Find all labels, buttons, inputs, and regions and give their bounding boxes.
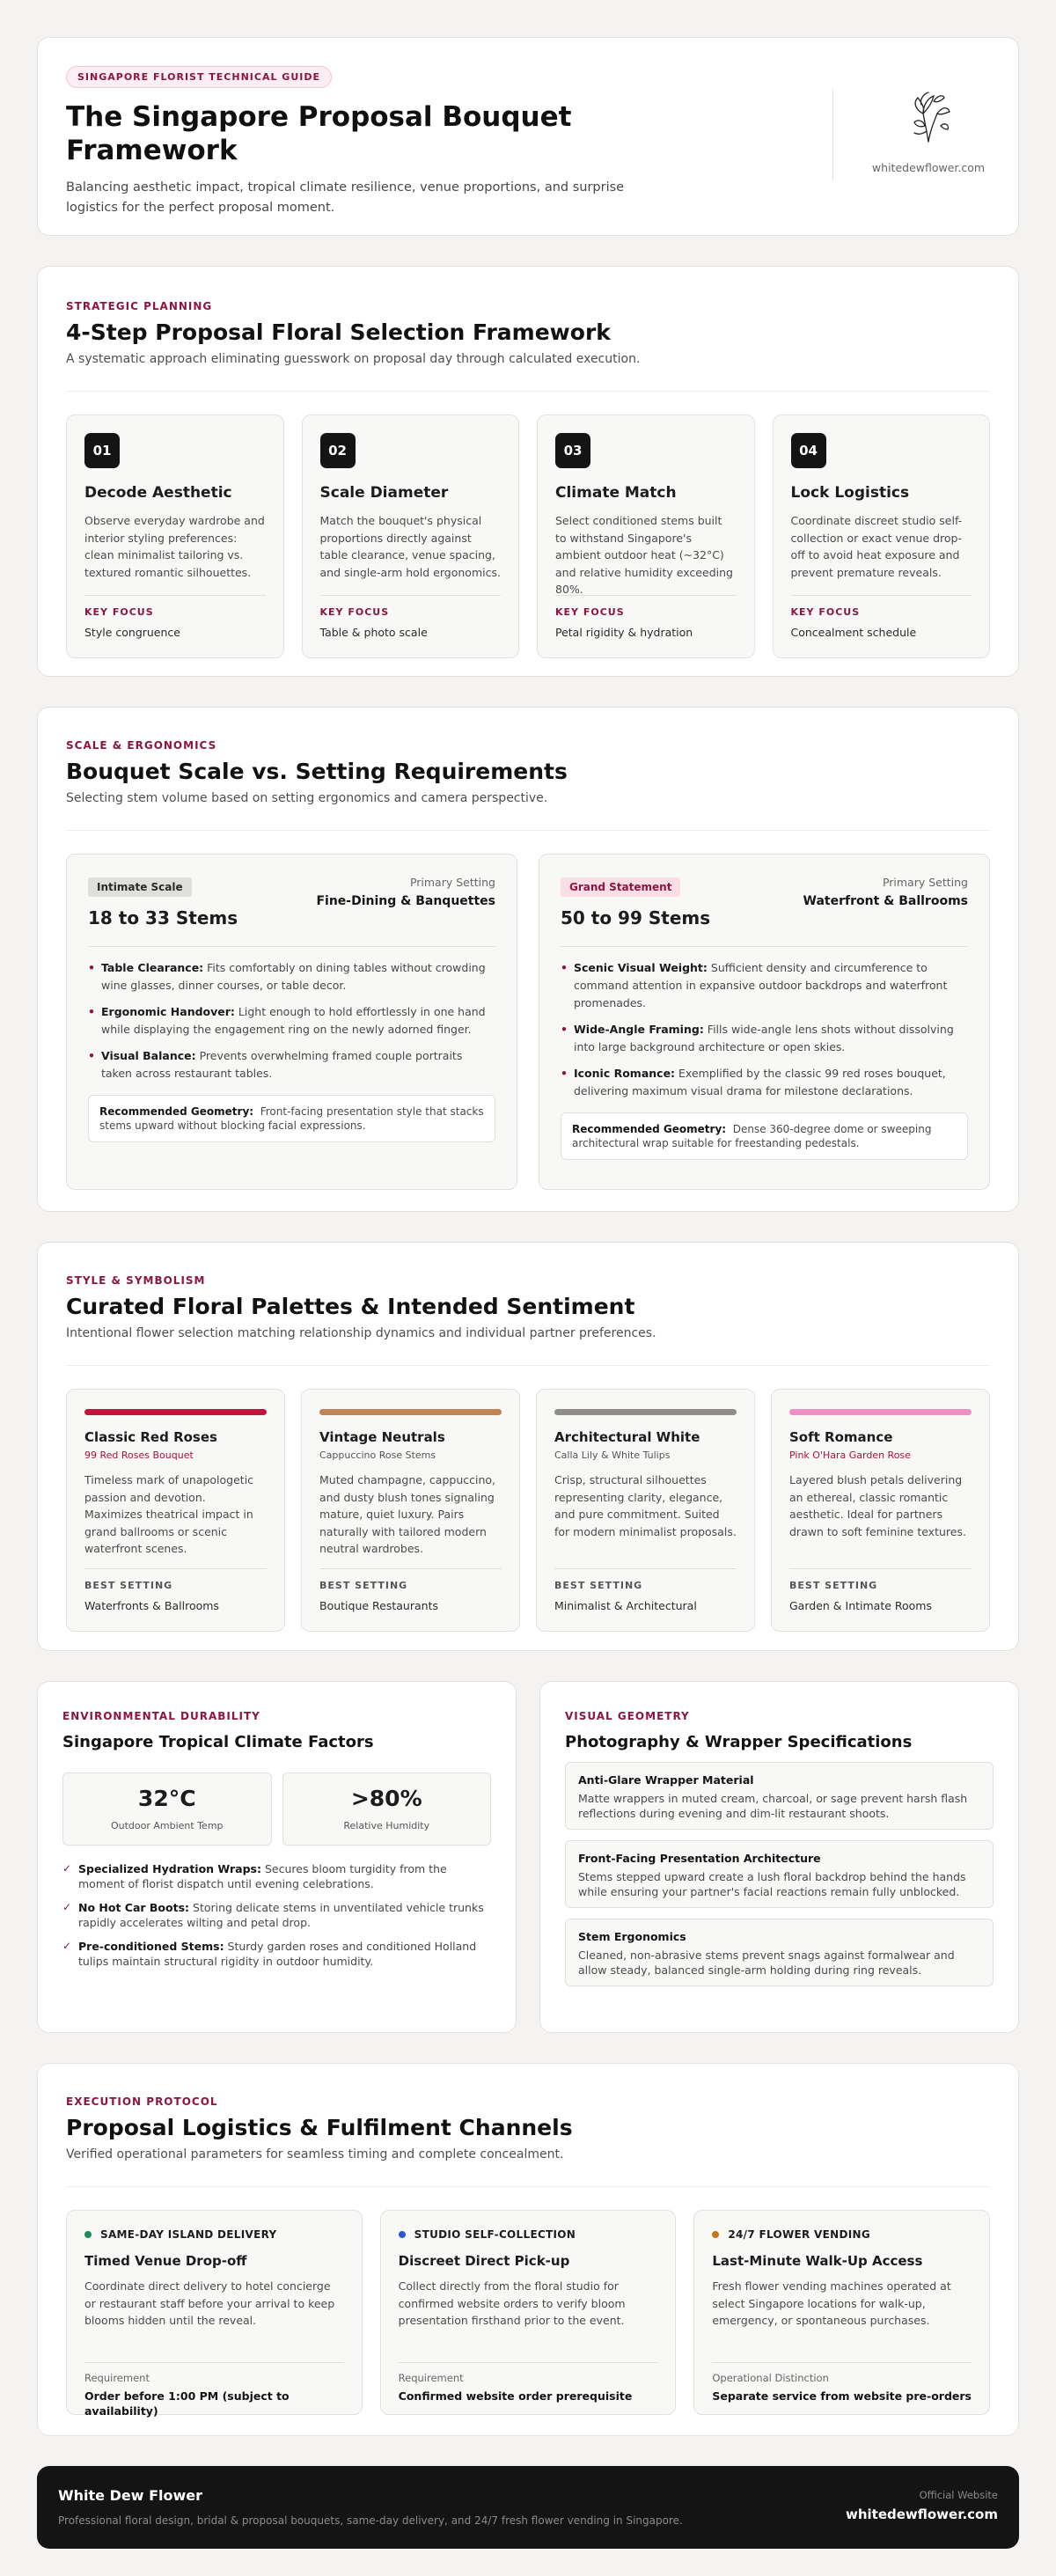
climate-section — [37, 1681, 517, 2033]
section-eyebrow: SCALE & ERGONOMICS — [66, 739, 217, 752]
divider — [789, 1568, 972, 1569]
divider — [88, 946, 495, 947]
step-title: Decode Aesthetic — [84, 484, 232, 502]
divider — [561, 946, 968, 947]
palette-flowers: Calla Lily & White Tulips — [554, 1449, 671, 1461]
requirement-label: Requirement — [398, 2372, 464, 2384]
channel-description: Fresh flower vending machines operated at select Singapore locations for walk-up, emergency, or spontaneous purchases. — [712, 2279, 951, 2327]
palette-description: Muted champagne, cappuccino, and dusty blush tones signaling mature, quiet luxury. Pairs naturally with tailored modern neutral wardrobes. — [319, 1473, 496, 1555]
climate-checklist — [62, 1861, 491, 1969]
section-subtitle: Intentional flower selection matching relationship dynamics and individual partner preferences. — [66, 1326, 656, 1340]
stat-value: 32°C — [137, 1786, 196, 1811]
scale-tag: Intimate Scale — [88, 877, 192, 897]
palette-color-bar — [319, 1409, 502, 1415]
key-focus-label: KEY FOCUS — [555, 606, 625, 618]
key-focus-value: Concealment schedule — [790, 626, 917, 639]
stem-count: 18 to 33 Stems — [88, 907, 238, 928]
divider — [66, 1365, 990, 1366]
two-column-row — [37, 1681, 1019, 2033]
section-eyebrow: STRATEGIC PLANNING — [66, 300, 213, 312]
divider — [319, 1568, 502, 1569]
palette-title: Vintage Neutrals — [319, 1429, 445, 1445]
logistics-section — [37, 2063, 1019, 2436]
best-setting-label: BEST SETTING — [84, 1580, 173, 1591]
palette-color-bar — [789, 1409, 972, 1415]
footer-brand: White Dew Flower — [58, 2487, 203, 2504]
palette-card — [66, 1389, 285, 1632]
best-setting-label: BEST SETTING — [319, 1580, 408, 1591]
status-dot-icon — [399, 2231, 406, 2238]
step-number: 01 — [84, 433, 120, 468]
channel-title: Discreet Direct Pick-up — [398, 2253, 570, 2269]
step-description: Coordinate discreet studio self-collection or exact venue drop-off to avoid heat exposure and prevent premature reveals. — [790, 514, 963, 579]
divider — [66, 391, 990, 392]
step-card — [302, 415, 520, 658]
section-title: 4-Step Proposal Floral Selection Framework — [66, 319, 611, 345]
list-item: ✓ Pre-conditioned Stems: Sturdy garden roses and conditioned Holland tulips maintain structural rigidity in outdoor humidity. — [62, 1939, 491, 1969]
palette-flowers: Cappuccino Rose Stems — [319, 1449, 436, 1461]
requirement-list — [561, 959, 968, 1100]
list-item: • Table Clearance: Fits comfortably on dining tables without crowding wine glasses, dinner courses, or table decor. — [88, 959, 495, 994]
header-site-url[interactable]: whitedewflower.com — [871, 161, 986, 174]
divider — [84, 595, 266, 596]
steps-section — [37, 266, 1019, 677]
channel-description: Collect directly from the floral studio for confirmed website orders to verify bloom presentation firsthand prior to the event. — [398, 2279, 626, 2327]
palette-title: Soft Romance — [789, 1429, 893, 1445]
footer — [37, 2466, 1019, 2549]
divider — [84, 1568, 267, 1569]
palette-description: Layered blush petals delivering an ethereal, classic romantic aesthetic. Ideal for partners drawn to soft feminine textures. — [789, 1473, 966, 1538]
step-description: Observe everyday wardrobe and interior styling preferences: clean minimalist tailoring vs. textured romantic silhouettes. — [84, 514, 265, 579]
list-item: • Wide-Angle Framing: Fills wide-angle lens shots without dissolving into large background architecture or open skies. — [561, 1021, 968, 1056]
palette-title: Architectural White — [554, 1429, 700, 1445]
channel-title: Last-Minute Walk-Up Access — [712, 2253, 923, 2269]
spec-description: Cleaned, non-abrasive stems prevent snags against formalwear and allow steady, balanced single-arm holding during ring reveals. — [578, 1949, 955, 1977]
palette-description: Crisp, structural silhouettes representing clarity, elegance, and pure commitment. Suited for modern minimalist proposals. — [554, 1473, 737, 1538]
channel-name: SAME-DAY ISLAND DELIVERY — [100, 2228, 277, 2241]
footer-website-label: Official Website — [919, 2489, 998, 2501]
section-subtitle: Selecting stem volume based on setting ergonomics and camera perspective. — [66, 791, 548, 805]
section-subtitle: Verified operational parameters for seamless timing and complete concealment. — [66, 2147, 564, 2161]
best-setting-label: BEST SETTING — [554, 1580, 643, 1591]
header-card — [37, 37, 1019, 236]
channel-card — [380, 2210, 677, 2415]
photography-section — [539, 1681, 1019, 2033]
section-title: Curated Floral Palettes & Intended Sentiment — [66, 1294, 635, 1319]
step-description: Select conditioned stems built to withstand Singapore's ambient outdoor heat (~32°C) and relative humidity exceeding 80%. — [555, 514, 733, 596]
primary-setting-label: Primary Setting — [882, 876, 968, 889]
primary-setting — [803, 876, 969, 908]
primary-setting-value: Waterfront & Ballrooms — [803, 894, 968, 908]
requirement-value: Confirmed website order prerequisite — [398, 2389, 633, 2403]
best-setting-value: Boutique Restaurants — [319, 1599, 438, 1612]
list-item: • Ergonomic Handover: Light enough to hold effortlessly in one hand while displaying the engagement ring on the newly adorned finger. — [88, 1003, 495, 1038]
page-description: Balancing aesthetic impact, tropical climate resilience, venue proportions, and surprise logistics for the perfect proposal moment. — [66, 180, 625, 215]
guide-badge: SINGAPORE FLORIST TECHNICAL GUIDE — [66, 66, 332, 88]
palette-flowers: 99 Red Roses Bouquet — [84, 1449, 194, 1461]
list-item: • Scenic Visual Weight: Sufficient density and circumference to command attention in expansive outdoor backdrops and waterfront promenades. — [561, 959, 968, 1012]
palette-card — [301, 1389, 520, 1632]
channel-header — [399, 2228, 658, 2241]
section-eyebrow: EXECUTION PROTOCOL — [66, 2095, 218, 2108]
stat-label: Relative Humidity — [343, 1820, 430, 1831]
floral-illustration-icon — [902, 87, 955, 145]
requirement-list — [88, 959, 495, 1083]
section-eyebrow: ENVIRONMENTAL DURABILITY — [62, 1710, 260, 1722]
channel-name: STUDIO SELF-COLLECTION — [414, 2228, 576, 2241]
primary-setting-value: Fine-Dining & Banquettes — [316, 894, 495, 908]
section-title: Singapore Tropical Climate Factors — [62, 1733, 374, 1751]
key-focus-label: KEY FOCUS — [84, 606, 154, 618]
primary-setting-label: Primary Setting — [409, 876, 495, 889]
list-item: • Iconic Romance: Exemplified by the classic 99 red roses bouquet, delivering maximum visual drama for milestone declarations. — [561, 1065, 968, 1100]
best-setting-value: Minimalist & Architectural — [554, 1599, 697, 1612]
divider — [66, 2186, 990, 2187]
scale-tag: Grand Statement — [561, 877, 680, 897]
stat-card — [282, 1772, 492, 1846]
key-focus-label: KEY FOCUS — [790, 606, 861, 618]
footer-website-link[interactable]: whitedewflower.com — [845, 2506, 998, 2522]
palette-section — [37, 1242, 1019, 1651]
best-setting-value: Waterfronts & Ballrooms — [84, 1599, 219, 1612]
section-title: Bouquet Scale vs. Setting Requirements — [66, 759, 568, 784]
list-item: ✓ No Hot Car Boots: Storing delicate stems in unventilated vehicle trunks rapidly accelerates wilting and petal drop. — [62, 1900, 491, 1930]
spec-description: Stems stepped upward create a lush floral backdrop behind the hands while ensuring your partner's facial reactions remain fully unblocked. — [578, 1870, 966, 1898]
best-setting-label: BEST SETTING — [789, 1580, 878, 1591]
spec-title: Stem Ergonomics — [578, 1930, 686, 1943]
spec-title: Front-Facing Presentation Architecture — [578, 1852, 821, 1865]
stat-card — [62, 1772, 272, 1846]
key-focus-label: KEY FOCUS — [319, 606, 390, 618]
key-focus-value: Petal rigidity & hydration — [555, 626, 693, 639]
stem-count: 50 to 99 Stems — [561, 907, 711, 928]
channel-card — [693, 2210, 990, 2415]
spec-card — [565, 1919, 994, 1986]
channel-title: Timed Venue Drop-off — [84, 2253, 247, 2269]
channel-header — [84, 2228, 344, 2241]
divider — [791, 595, 972, 596]
palette-color-bar — [84, 1409, 267, 1415]
brand-block — [867, 87, 990, 174]
spec-card — [565, 1840, 994, 1908]
step-title: Climate Match — [555, 484, 677, 502]
stat-label: Outdoor Ambient Temp — [110, 1820, 224, 1831]
requirement-value: Separate service from website pre-orders — [712, 2389, 972, 2403]
channel-description: Coordinate direct delivery to hotel concierge or restaurant staff before your arrival to keep blooms hidden until the reveal. — [84, 2279, 335, 2327]
divider — [84, 2362, 344, 2363]
section-title: Proposal Logistics & Fulfilment Channels — [66, 2115, 573, 2140]
footer-description: Professional floral design, bridal & proposal bouquets, same-day delivery, and 24/7 fresh flower vending in Singapore. — [58, 2514, 683, 2527]
scale-section — [37, 707, 1019, 1212]
palette-card — [536, 1389, 755, 1632]
step-number: 04 — [791, 433, 826, 468]
page-title: The Singapore Proposal Bouquet Framework — [66, 101, 572, 166]
palette-description: Timeless mark of unapologetic passion and devotion. Maximizes theatrical impact in grand ballrooms or scenic waterfront scenes. — [84, 1473, 254, 1555]
section-title: Photography & Wrapper Specifications — [565, 1733, 913, 1751]
footer-website — [846, 2489, 998, 2522]
step-title: Lock Logistics — [790, 484, 910, 502]
requirement-value: Order before 1:00 PM (subject to availability) — [84, 2389, 290, 2418]
best-setting-value: Garden & Intimate Rooms — [789, 1599, 932, 1612]
requirement-label: Requirement — [84, 2372, 150, 2384]
section-eyebrow: STYLE & SYMBOLISM — [66, 1274, 206, 1287]
spec-card — [565, 1762, 994, 1830]
divider — [554, 1568, 737, 1569]
divider — [712, 2362, 972, 2363]
grand-statement-card — [539, 854, 990, 1190]
step-description: Match the bouquet's physical proportions directly against table clearance, venue spacing, and single-arm hold ergonomics. — [319, 514, 501, 579]
header-divider — [832, 89, 833, 180]
palette-color-bar — [554, 1409, 737, 1415]
divider — [399, 2362, 658, 2363]
list-item: • Visual Balance: Prevents overwhelming framed couple portraits taken across restaurant tables. — [88, 1047, 495, 1083]
status-dot-icon — [712, 2231, 719, 2238]
primary-setting — [316, 876, 495, 908]
intimate-scale-card — [66, 854, 517, 1190]
step-card — [773, 415, 991, 658]
palette-flowers: Pink O'Hara Garden Rose — [789, 1449, 911, 1461]
stat-value: >80% — [350, 1786, 422, 1811]
recommended-geometry: Recommended Geometry: Dense 360-degree dome or sweeping architectural wrap suitable for freestanding pedestals. — [561, 1112, 968, 1160]
palette-card — [771, 1389, 990, 1632]
step-card — [537, 415, 755, 658]
status-dot-icon — [84, 2231, 92, 2238]
divider — [320, 595, 502, 596]
step-number: 02 — [320, 433, 356, 468]
channel-header — [712, 2228, 972, 2241]
step-number: 03 — [555, 433, 590, 468]
divider — [66, 830, 990, 831]
channel-card — [66, 2210, 363, 2418]
section-eyebrow: VISUAL GEOMETRY — [565, 1710, 690, 1722]
channel-name: 24/7 FLOWER VENDING — [728, 2228, 870, 2241]
step-card — [66, 415, 284, 658]
list-item: ✓ Specialized Hydration Wraps: Secures bloom turgidity from the moment of florist dispatch until evening celebrations. — [62, 1861, 491, 1891]
key-focus-value: Style congruence — [84, 626, 180, 639]
spec-title: Anti-Glare Wrapper Material — [578, 1773, 754, 1787]
key-focus-value: Table & photo scale — [319, 626, 428, 639]
step-title: Scale Diameter — [319, 484, 449, 502]
requirement-label: Operational Distinction — [712, 2372, 829, 2384]
palette-title: Classic Red Roses — [84, 1429, 217, 1445]
spec-description: Matte wrappers in muted cream, charcoal, or sage prevent harsh flash reflections during evening and dim-lit restaurant shoots. — [578, 1792, 968, 1820]
recommended-geometry: Recommended Geometry: Front-facing presentation style that stacks stems upward without blocking facial expressions. — [88, 1095, 495, 1142]
section-subtitle: A systematic approach eliminating guesswork on proposal day through calculated execution. — [66, 352, 641, 366]
